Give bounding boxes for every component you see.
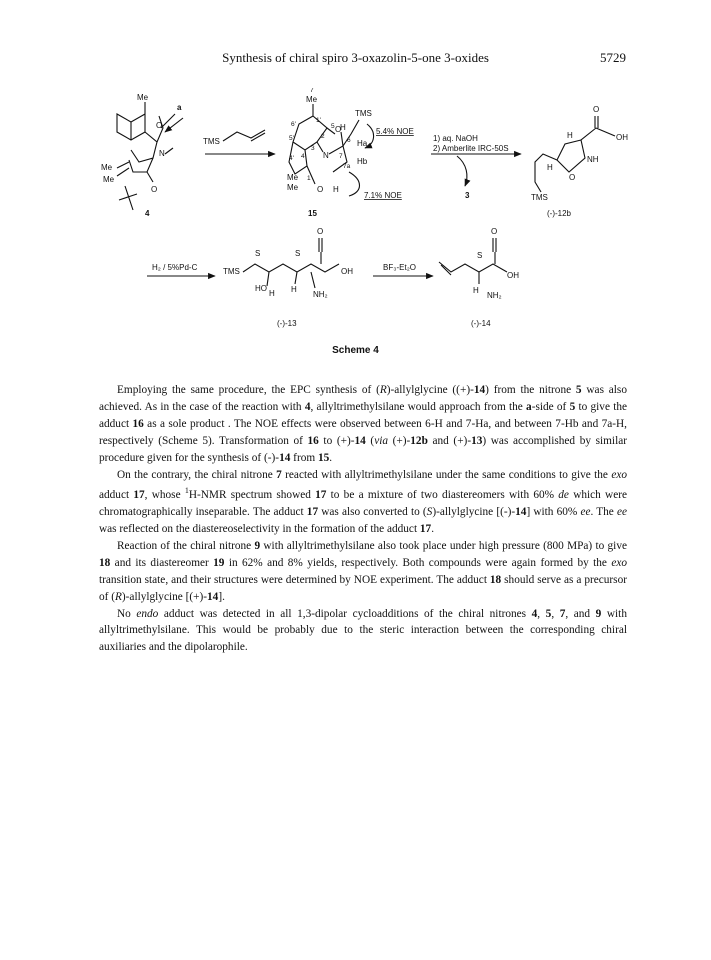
text-run: 15 <box>317 451 330 464</box>
text-run: ee <box>580 506 591 519</box>
atom-label: 3 <box>311 145 315 152</box>
text-run: . <box>329 451 333 464</box>
text-run: 17 <box>419 523 432 536</box>
body-paragraph <box>99 467 627 538</box>
text-run: 1 <box>184 486 189 496</box>
body-paragraph <box>99 606 627 657</box>
reagent-label: H₂ / 5%Pd-C <box>152 263 198 272</box>
atom-label: 4' <box>289 155 294 162</box>
text-run: 4 <box>304 400 311 413</box>
atom-label: H <box>269 289 275 298</box>
text-run: Employing the same procedure, the EPC synthesis of ( <box>117 384 380 396</box>
atom-label: O <box>156 121 163 130</box>
compound-13-structure <box>223 227 353 328</box>
atom-label: Me <box>306 95 318 104</box>
lewis-acid-step <box>373 263 433 276</box>
atom-label: OH <box>341 267 353 276</box>
text-run: 5 <box>575 384 582 396</box>
text-run: 14 <box>354 434 366 447</box>
compound-15-structure <box>287 88 374 218</box>
compound-label: 4 <box>145 209 150 218</box>
reagent-label: BF₃-Et₂O <box>383 263 417 272</box>
text-run: (+)- <box>388 434 411 447</box>
reaction-scheme <box>95 88 635 363</box>
text-run: )-allylglycine [(-)- <box>432 506 516 519</box>
text-run: to be a mixture of two diastereomers with 60% <box>326 489 559 502</box>
compound-12b-structure <box>531 105 628 218</box>
atom-label: NH <box>587 155 599 164</box>
text-run: from <box>290 451 318 464</box>
text-run: )-allylglycine ((+)- <box>386 384 474 396</box>
text-run: de <box>558 489 569 502</box>
text-run: ] with 60% <box>526 506 581 519</box>
text-run: to (+)- <box>318 434 355 447</box>
text-run: R <box>379 384 387 396</box>
text-run: with allyltrimethylsilane. This would be probably due to the steric interaction between the corresponding chiral auxiliaries and the dipolarophile. <box>99 607 627 654</box>
atom-label: 7 <box>339 153 343 160</box>
text-run: and (+)- <box>427 434 472 447</box>
atom-label: TMS <box>531 193 548 202</box>
text-run: 19 <box>213 556 225 569</box>
text-run: , allyltrimethylsilane would approach from the <box>310 400 527 413</box>
atom-label: S <box>295 249 301 258</box>
atom-label: Me <box>103 175 115 184</box>
text-run: 9 <box>595 607 602 620</box>
body-paragraph <box>99 538 627 606</box>
atom-label: O <box>151 185 158 194</box>
atom-label: H <box>473 286 479 295</box>
atom-label: 6' <box>291 121 296 128</box>
running-title: Synthesis of chiral spiro 3-oxazolin-5-one 3-oxides <box>222 50 489 65</box>
text-run: exo <box>611 556 627 569</box>
compound-label: (-)-13 <box>277 319 297 328</box>
text-run: 16 <box>307 434 319 447</box>
text-run: 4 <box>531 607 538 620</box>
body-paragraph <box>99 382 627 467</box>
text-run: , and <box>565 607 596 620</box>
atom-label: Me <box>137 93 149 102</box>
atom-label: NH₂ <box>487 291 502 300</box>
text-run: endo <box>136 607 159 620</box>
text-run: , <box>551 607 560 620</box>
compound-label: 3 <box>465 191 470 200</box>
atom-label: OH <box>507 271 519 280</box>
atom-label: O <box>593 105 600 114</box>
text-run: 14 <box>515 506 527 519</box>
text-run: should serve as a precursor of ( <box>99 573 627 603</box>
atom-label: N <box>159 149 165 158</box>
atom-label: 1' <box>316 117 321 124</box>
text-run: to give the adduct <box>99 400 628 430</box>
scheme-caption: Scheme 4 <box>332 345 379 356</box>
atom-label: 7 <box>310 88 314 94</box>
text-run: No <box>117 607 137 620</box>
text-run: as a sole product . The NOE effects were observed between 6-H and 7-Ha, and between 7-Hb and 7a-H, respectively (Scheme 5). Transformation of <box>99 417 628 447</box>
atom-label: O <box>569 173 576 182</box>
text-run: transition state, and their structures were determined by NOE experiment. The adduct <box>99 573 490 586</box>
atom-label: 6 <box>347 137 351 144</box>
atom-label: 7a <box>343 163 351 170</box>
text-run: S <box>426 506 433 519</box>
atom-label: Ha <box>357 139 368 148</box>
atom-label: O <box>317 185 324 194</box>
text-run: . <box>431 523 435 536</box>
text-run: , <box>537 607 546 620</box>
compound-14-structure <box>439 227 519 328</box>
text-run: 5 <box>569 400 576 413</box>
face-label: a <box>177 103 182 112</box>
text-run: 7 <box>559 607 566 620</box>
atom-label: OH <box>616 133 628 142</box>
text-run: with allyltrimethylsilane also took place under high pressure (800 MPa) to give <box>260 539 627 552</box>
text-run: 18 <box>489 573 502 586</box>
text-run: 17 <box>306 506 319 519</box>
atom-label: 5 <box>331 123 335 130</box>
reagent-label: 1) aq. NaOH <box>433 134 478 143</box>
text-run: 16 <box>132 417 144 430</box>
text-run: reacted with allyltrimethylsilane under the same conditions to give the <box>281 468 612 481</box>
atom-label: TMS <box>223 267 240 276</box>
text-run: H-NMR spectrum showed <box>188 489 316 502</box>
text-run: -side of <box>531 400 570 413</box>
text-run: was reflected on the diastereoselectivity in the formation of the adduct <box>99 523 420 536</box>
text-run: 13 <box>471 434 483 447</box>
atom-label: NH₂ <box>313 290 328 299</box>
page-number: 5729 <box>600 50 626 65</box>
atom-label: Me <box>287 183 299 192</box>
text-run: . The <box>590 506 617 519</box>
compound-label: (-)-14 <box>471 319 491 328</box>
text-run: a <box>526 400 532 413</box>
reagent-allylsilane <box>161 103 265 146</box>
scheme-drawing <box>95 88 635 363</box>
noe-annotation: 7.1% NOE <box>364 191 402 200</box>
text-run: 17 <box>133 489 145 502</box>
hydrogenation-step <box>147 263 215 276</box>
atom-label: 2 <box>321 133 325 140</box>
text-run: adduct <box>99 489 134 502</box>
text-run: ( <box>365 434 375 447</box>
text-run: 18 <box>99 556 111 569</box>
running-head <box>0 50 711 70</box>
text-run: 17 <box>315 489 327 502</box>
atom-label: H <box>291 285 297 294</box>
text-run: was also converted to ( <box>318 506 427 519</box>
text-run: exo <box>611 468 627 481</box>
compound-4-structure <box>101 93 173 218</box>
text-run: and its diastereomer <box>110 556 214 569</box>
atom-label: H <box>547 163 553 172</box>
text-run: 7 <box>276 468 282 481</box>
text-run: ]. <box>218 590 225 603</box>
atom-label: O <box>491 227 498 236</box>
atom-label: 4 <box>301 153 305 160</box>
atom-label: Hb <box>357 157 368 166</box>
atom-label: 1 <box>307 175 311 182</box>
atom-label: O <box>317 227 324 236</box>
text-run: was also achieved. As in the case of the reaction with <box>99 384 627 413</box>
atom-label: H <box>567 131 573 140</box>
text-run: ) was accomplished by similar procedure given for the synthesis of (-)- <box>99 434 627 464</box>
text-run: ee <box>616 506 627 519</box>
text-run: 14 <box>473 384 486 396</box>
text-run: adduct was detected in all 1,3-dipolar cycloadditions of the chiral nitrones <box>158 607 532 620</box>
hydrolysis-step <box>431 134 521 200</box>
text-run: which were chromatographically inseparable. The adduct <box>99 489 627 519</box>
atom-label: S <box>255 249 261 258</box>
compound-label: (-)-12b <box>547 209 572 218</box>
noe-annotation: 5.4% NOE <box>376 127 414 136</box>
atom-label: HO <box>255 284 267 293</box>
text-run: Reaction of the chiral nitrone <box>117 539 255 552</box>
atom-label: 5' <box>289 135 294 142</box>
atom-label: TMS <box>355 109 372 118</box>
text-run: ) from the nitrone <box>485 384 576 396</box>
text-run: 5 <box>545 607 552 620</box>
text-run: via <box>374 434 388 447</box>
atom-label: H <box>333 185 339 194</box>
text-run: 12b <box>410 434 428 447</box>
text-run: )-allylglycine [(+)- <box>121 590 208 603</box>
text-run: in 62% and 8% yields, respectively. Both compounds were again formed by the <box>224 556 612 569</box>
atom-label: Me <box>101 163 113 172</box>
atom-label: H <box>340 123 346 132</box>
text-run: On the contrary, the chiral nitrone <box>117 468 277 481</box>
atom-label: N <box>323 151 329 160</box>
compound-label: 15 <box>308 209 317 218</box>
atom-label: O <box>335 125 342 134</box>
reagent-label: 2) Amberlite IRC-50S <box>433 144 509 153</box>
atom-label: Me <box>287 173 299 182</box>
text-run: , whose <box>144 489 185 502</box>
atom-label: S <box>477 251 483 260</box>
text-run: 14 <box>207 590 219 603</box>
text-run: 9 <box>254 539 261 552</box>
reagent-label: TMS <box>203 137 220 146</box>
text-run: R <box>115 590 122 603</box>
body-text <box>99 382 627 656</box>
text-run: 14 <box>279 451 291 464</box>
